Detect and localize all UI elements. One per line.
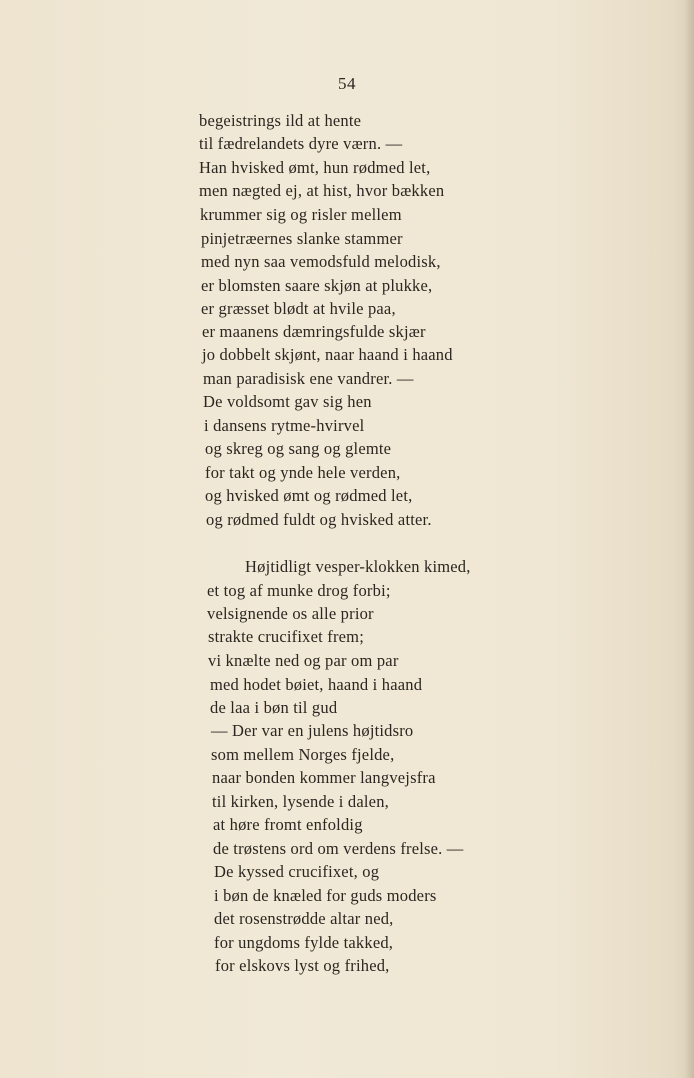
poem-line: og rødmed fuldt og hvisked atter. — [206, 510, 432, 529]
poem-line: for ungdoms fylde takked, — [214, 933, 394, 952]
poem-line: til kirken, lysende i dalen, — [212, 792, 389, 811]
poem-line: Højtidligt vesper-klokken kimed, — [245, 557, 471, 576]
poem-line: for elskovs lyst og frihed, — [215, 956, 390, 975]
poem-line: med hodet bøiet, haand i haand — [210, 675, 423, 694]
poem-line: i bøn de knæled for guds moders — [214, 886, 437, 905]
poem-line: de laa i bøn til gud — [210, 698, 338, 717]
poem-line: De voldsomt gav sig hen — [203, 392, 372, 411]
poem-line: og skreg og sang og glemte — [205, 439, 392, 458]
poem-line: med nyn saa vemodsfuld melodisk, — [201, 252, 441, 271]
poem-line: strakte crucifixet frem; — [208, 627, 364, 646]
poem-line: pinjetræernes slanke stammer — [201, 229, 403, 248]
poem-line: er græsset blødt at hvile paa, — [201, 299, 396, 318]
poem-line: at høre fromt enfoldig — [213, 815, 363, 834]
poem-line: og hvisked ømt og rødmed let, — [205, 486, 413, 505]
poem-line: men nægted ej, at hist, hvor bækken — [199, 181, 445, 200]
poem-line: velsignende os alle prior — [207, 604, 374, 623]
poem-line: De kyssed crucifixet, og — [214, 862, 380, 881]
poem-line: man paradisisk ene vandrer. — — [203, 369, 414, 388]
poem-line: — Der var en julens højtidsro — [211, 721, 414, 740]
poem-line: er blomsten saare skjøn at plukke, — [201, 276, 433, 295]
poem-line: et tog af munke drog forbi; — [207, 581, 391, 600]
poem-line: er maanens dæmringsfulde skjær — [202, 322, 426, 341]
page-edge-shadow — [684, 0, 694, 1078]
poem-line: i dansens rytme-hvirvel — [204, 416, 365, 435]
poem-line: krummer sig og risler mellem — [200, 205, 402, 224]
poem-line: de trøstens ord om verdens frelse. — — [213, 839, 464, 858]
poem-line: jo dobbelt skjønt, naar haand i haand — [202, 345, 453, 364]
poem-line: for takt og ynde hele verden, — [205, 463, 401, 482]
poem-line: vi knælte ned og par om par — [208, 651, 399, 670]
poem-line: som mellem Norges fjelde, — [211, 745, 395, 764]
poem-line: Han hvisked ømt, hun rødmed let, — [199, 158, 431, 177]
poem-line: naar bonden kommer langvejsfra — [212, 768, 436, 787]
poem-line: til fædrelandets dyre værn. — — [199, 134, 403, 153]
poem-line: det rosenstrødde altar ned, — [214, 909, 394, 928]
page-number: 54 — [338, 74, 356, 93]
poem-line: begeistrings ild at hente — [199, 111, 362, 130]
